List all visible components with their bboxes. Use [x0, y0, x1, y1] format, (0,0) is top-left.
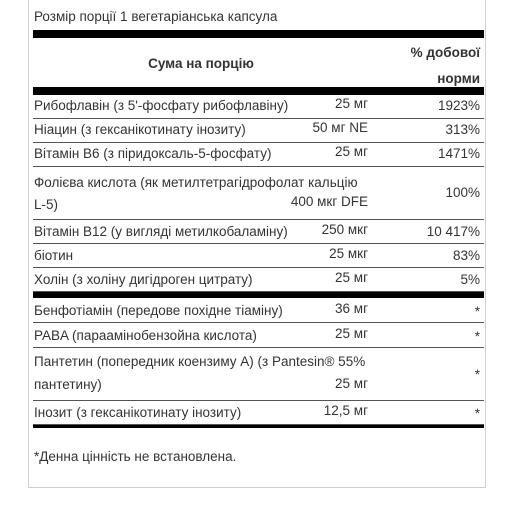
nutrient-name: Холін (з холіну дигідроген цитрату) — [34, 272, 253, 287]
nutrient-name-line1: Пантетин (попередник коензиму А) (з Pantesin® 55% — [34, 354, 366, 369]
footnote: *Денна цінність не встановлена. — [34, 449, 237, 464]
nutrient-name-line2: пантетину) — [34, 377, 102, 392]
nutrient-row — [33, 167, 484, 220]
nutrient-name-line1: Фолієва кислота (як метилтетрагідрофолат кальцію — [34, 175, 358, 190]
nutrient-amount: 25 мг — [335, 376, 368, 391]
nutrient-name: Бенфотіамін (передове похідне тіаміну) — [34, 303, 283, 318]
nutrient-row — [33, 401, 484, 425]
nutrient-row — [33, 119, 484, 143]
nutrient-row — [33, 95, 484, 119]
nutrient-row — [33, 323, 484, 348]
nutrient-amount: 50 мг NE — [312, 120, 368, 135]
nutrient-daily-value: 100% — [445, 185, 480, 200]
nutrient-daily-value: 313% — [445, 122, 480, 137]
top-divider — [33, 30, 484, 38]
nutrient-daily-value: * — [474, 304, 480, 319]
nutrient-daily-value: 1471% — [437, 146, 480, 161]
nutrient-daily-value: 1923% — [437, 98, 480, 113]
nutrient-amount: 12,5 мг — [323, 403, 368, 418]
daily-value-header-line2: норми — [437, 71, 480, 86]
nutrient-row — [33, 268, 484, 292]
nutrient-daily-value: * — [474, 329, 480, 344]
nutrient-row — [33, 143, 484, 167]
nutrient-amount: 36 мг — [335, 301, 368, 316]
daily-value-header-line1: % добової — [410, 45, 480, 60]
nutrient-row — [33, 244, 484, 268]
nutrient-amount: 25 мкг — [329, 246, 368, 261]
nutrient-daily-value: 5% — [460, 272, 480, 287]
amount-per-serving-header: Сума на порцію — [148, 56, 254, 71]
nutrient-name: Інозит (з гексанікотинату інозиту) — [34, 405, 242, 420]
nutrient-name: біотин — [34, 248, 74, 263]
nutrient-amount: 25 мг — [335, 270, 368, 285]
serving-size: Розмір порції 1 вегетаріанська капсула — [34, 9, 278, 24]
nutrient-daily-value: 10 417% — [426, 224, 480, 239]
nutrient-row — [33, 298, 484, 323]
nutrient-daily-value: * — [474, 406, 480, 421]
nutrient-name: Ніацин (з гексанікотинату інозиту) — [34, 122, 246, 137]
bottom-divider — [33, 425, 484, 428]
nutrient-name: Вітамін B12 (у вигляді метилкобаламіну) — [34, 224, 288, 239]
nutrient-row — [33, 220, 484, 244]
nutrient-amount: 400 мкг DFE — [290, 194, 368, 209]
header-divider — [33, 87, 484, 95]
nutrient-amount: 25 мг — [335, 144, 368, 159]
nutrient-name: PABA (параамінобензойна кислота) — [34, 328, 257, 343]
nutrient-amount: 250 мкг — [321, 222, 368, 237]
nutrient-name: Рибофлавін (з 5'-фосфату рибофлавіну) — [34, 98, 289, 113]
nutrient-amount: 25 мг — [335, 96, 368, 111]
nutrient-row — [33, 348, 484, 401]
nutrient-amount: 25 мг — [335, 326, 368, 341]
nutrient-daily-value: 83% — [452, 248, 480, 263]
nutrient-daily-value: * — [474, 367, 480, 382]
nutrient-name: Вітамін B6 (з піридоксаль-5-фосфату) — [34, 146, 272, 161]
nutrient-name-line2: L-5) — [34, 197, 59, 212]
